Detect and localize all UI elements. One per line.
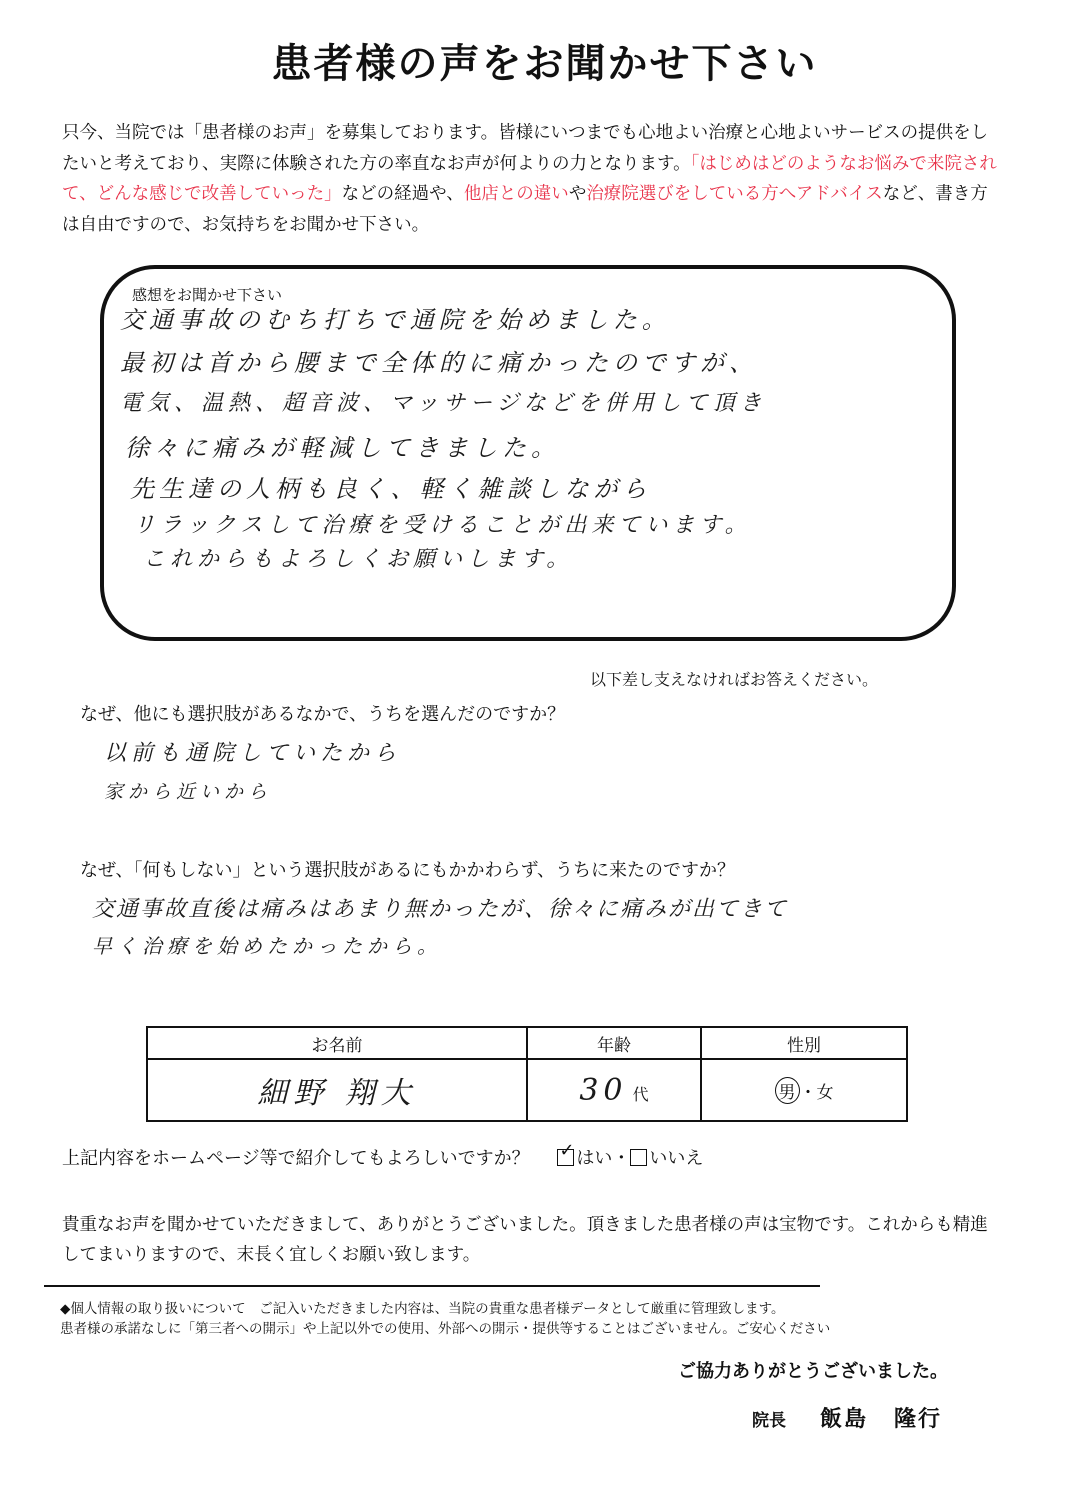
consent-choices bbox=[557, 1140, 704, 1169]
signature bbox=[752, 1402, 942, 1433]
gender-male-circled: 男 bbox=[775, 1077, 800, 1104]
review-line: 先生達の人柄も良く、軽く雑談しながら bbox=[130, 475, 652, 503]
review-line: 電気、温熱、超音波、マッサージなどを併用して頂き bbox=[120, 391, 767, 416]
age-cell bbox=[527, 1059, 701, 1121]
name-header: お名前 bbox=[147, 1027, 527, 1059]
privacy-line: ◆個人情報の取り扱いについて ご記入いただきました内容は、当院の貴重な患者様データとして厳重に管理致します。 bbox=[60, 1301, 785, 1317]
privacy-line: 患者様の承諾なしに「第三者への開示」や上記以外での使用、外部への開示・提供等することはございません。ご安心ください bbox=[60, 1321, 831, 1337]
consent-row bbox=[62, 1140, 704, 1170]
answer-line: 以前も通院していたから bbox=[104, 741, 402, 766]
answer-line: 家から近いから bbox=[104, 781, 273, 803]
age-value: 30 bbox=[579, 1072, 628, 1108]
age-header: 年齢 bbox=[527, 1027, 701, 1059]
review-box-label: 感想をお聞かせ下さい bbox=[132, 286, 283, 304]
intro-text: 只今、当院では「患者様のお声」を募集しております。皆様にいつまでも心地よい治療と心地よいサービスの提供をしたいと考えており、実際に体験された方の率直なお声が何よりの力となります。 bbox=[62, 123, 989, 174]
gender-female: 女 bbox=[816, 1082, 834, 1103]
question-why-choose: なぜ、他にも選択肢があるなかで、うちを選んだのですか？ bbox=[80, 704, 566, 725]
consent-no-checkbox[interactable] bbox=[630, 1149, 647, 1166]
intro-highlight: 治療院選びをしている方へアドバイス bbox=[586, 184, 883, 204]
name-value: 細野 翔大 bbox=[257, 1076, 417, 1111]
consent-yes-checkbox[interactable] bbox=[557, 1140, 575, 1166]
intro-text: や bbox=[568, 184, 587, 204]
gender-separator: ・ bbox=[799, 1082, 817, 1103]
answer-line: 交通事故直後は痛みはあまり無かったが、徐々に痛みが出てきて bbox=[92, 897, 789, 922]
age-unit: 代 bbox=[632, 1084, 649, 1104]
review-line: リラックスして治療を受けることが出来ています。 bbox=[133, 513, 752, 538]
intro-text: など、書き方は自由ですので、お気持ちをお聞かせ下さい。 bbox=[62, 184, 988, 235]
answer-line: 早く治療を始めたかったから。 bbox=[92, 934, 442, 958]
intro-highlight: 他店との違い bbox=[463, 184, 569, 204]
intro-text: などの経過や、 bbox=[341, 184, 464, 204]
name-cell bbox=[147, 1059, 527, 1121]
consent-no-label: いいえ bbox=[649, 1148, 704, 1169]
gender-header: 性別 bbox=[701, 1027, 907, 1059]
signature-role: 院長 bbox=[752, 1411, 786, 1431]
review-line: これからもよろしくお願いします。 bbox=[143, 547, 574, 572]
question-why-came: なぜ、「何もしない」という選択肢があるにもかかわらず、うちに来たのですか？ bbox=[80, 860, 736, 881]
consent-yes-label: はい bbox=[576, 1148, 613, 1169]
page-title: 患者様の声をお聞かせ下さい bbox=[271, 41, 818, 87]
review-line: 最初は首から腰まで全体的に痛かったのですが、 bbox=[120, 349, 758, 377]
privacy-notice bbox=[60, 1299, 960, 1339]
respondent-info-table bbox=[146, 1026, 908, 1122]
check-icon: ✓ bbox=[559, 1140, 575, 1161]
review-line: 交通事故のむち打ちで通院を始めました。 bbox=[120, 306, 671, 334]
closing-message: ご協力ありがとうございました。 bbox=[678, 1361, 948, 1382]
consent-question: 上記内容をホームページ等で紹介してもよろしいですか？ bbox=[62, 1148, 530, 1169]
review-line: 徐々に痛みが軽減してきました。 bbox=[125, 434, 560, 462]
signature-given-name: 隆行 bbox=[894, 1407, 943, 1432]
intro-highlight: 「はじめはどのようなお悩みで来院されて、どんな感じで改善していった」 bbox=[62, 153, 997, 204]
signature-surname: 飯島 bbox=[820, 1407, 869, 1432]
intro-paragraph bbox=[62, 118, 1002, 240]
optional-note: 以下差し支えなければお答えください。 bbox=[590, 670, 879, 689]
gender-cell bbox=[701, 1059, 907, 1121]
thanks-paragraph: 貴重なお声を聞かせていただきまして、ありがとうございました。頂きました患者様の声は宝物です。これからも精進してまいりますので、末長く宜しくお願い致します。 bbox=[62, 1215, 988, 1265]
divider bbox=[44, 1285, 820, 1287]
consent-separator: ・ bbox=[612, 1148, 631, 1169]
